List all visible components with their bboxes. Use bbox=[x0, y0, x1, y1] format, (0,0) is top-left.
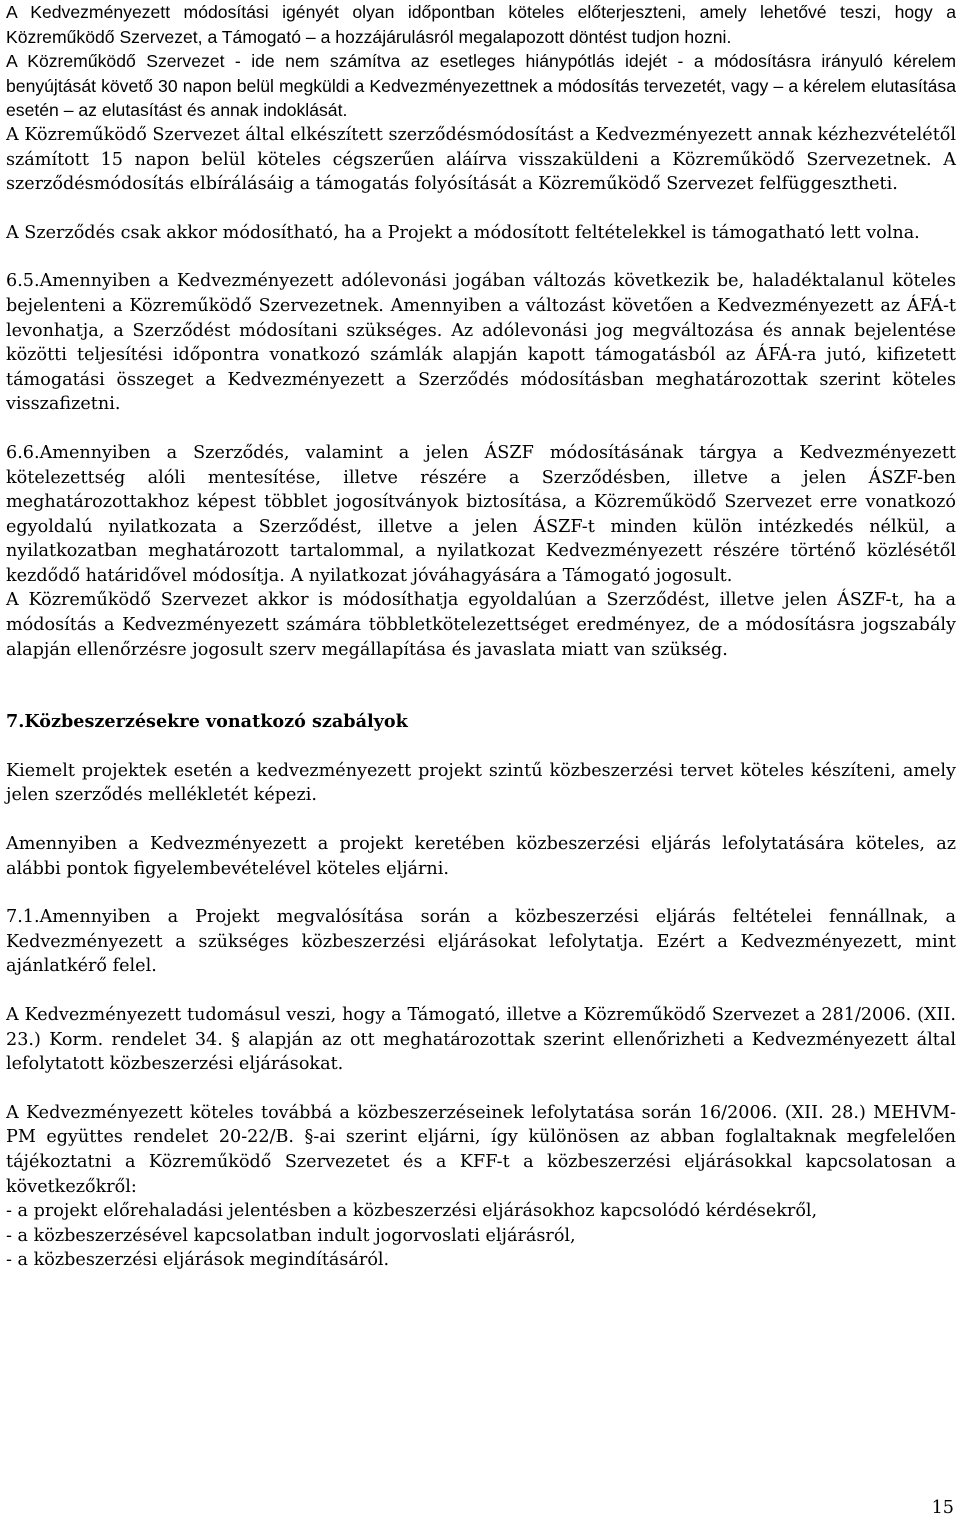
paragraph-contract-modifiable: A Szerződés csak akkor módosítható, ha a Projekt a módosított feltételekkel is támogatható lett volna. bbox=[6, 222, 920, 243]
document-page bbox=[6, 0, 956, 1273]
paragraph-6-6-unilateral-modification: 6.6.Amennyiben a Szerződés, valamint a jelen ÁSZF módosításának tárgya a Kedvezményezett kötelezettség alóli mentesítése, illetve részére a Szerződésben, illetve a jelen ÁSZF-ben meghatározottakhoz képest többlet jogosítványok biztosítása, a Közreműködő Szervezet erre vonatkozó egyoldalú nyilatkozata a Szerződést, illetve a jelen ÁSZF-t minden külön intézkedés nélkül, a nyilatkozatban meghatározott tartalommal, a nyilatkozat Kedvezményezett részére történő közlésétől kezdődő határidővel módosítja. A nyilatkozat jóváhagyására a Támogató jogosult. bbox=[6, 442, 956, 586]
paragraph-intermediate-body-response: A Közreműködő Szervezet - ide nem számítva az esetleges hiánypótlás idejét - a módosításra irányuló kérelem benyújtását követő 30 napon belül megküldi a Kedvezményezettnek a módosítás tervezetét, vagy – a kérelem elutasítása esetén – az elutasítást és annak indoklását. bbox=[6, 51, 956, 121]
spacer bbox=[6, 417, 956, 441]
section-heading-7: 7.Közbeszerzésekre vonatkozó szabályok bbox=[6, 711, 408, 733]
paragraph-7-1-procurement-procedures: 7.1.Amennyiben a Projekt megvalósítása során a közbeszerzési eljárás feltételei fennállnak, a Kedvezményezett a szükséges közbeszerzési eljárásokat lefolytatja. Ezért a Kedvezményezett, mint ajánlatkérő felel. bbox=[6, 907, 956, 977]
paragraph-procurement-plan: Kiemelt projektek esetén a kedvezményezett projekt szintű közbeszerzési tervet köteles készíteni, amely jelen szerződés mellékletét képezi. bbox=[6, 760, 956, 806]
list-item: - a közbeszerzésével kapcsolatban indult jogorvoslati eljárásról, bbox=[6, 1225, 576, 1246]
page-number: 15 bbox=[931, 1498, 954, 1518]
paragraph-procurement-obligation: Amennyiben a Kedvezményezett a projekt keretében közbeszerzési eljárás lefolytatására köteles, az alábbi pontok figyelembevételével köteles eljárni. bbox=[6, 834, 956, 879]
paragraph-6-5-tax-deduction: 6.5.Amennyiben a Kedvezményezett adólevonási jogában változás következik be, haladéktalanul köteles bejelenteni a Közreműködő Szervezetnek. Amennyiben a változást követően a Kedvezményezett az ÁFÁ-t levonhatja, a Szerződést módosítani szükséges. Az adólevonási jog megváltozása és annak bejelentése közötti teljesítési időpontra vonatkozó számlák alapján kapott támogatásból az ÁFÁ-ra jutó, kifizetett támogatási összeget a Kedvezményezett a Szerződés módosításban meghatározottak szerint köteles visszafizetni. bbox=[6, 271, 956, 415]
spacer bbox=[6, 881, 956, 905]
paragraph-procurement-reporting: A Kedvezményezett köteles továbbá a közbeszerzéseinek lefolytatása során 16/2006. (XII. 28.) MEHVM-PM együttes rendelet 20-22/B. §-ai szerint eljárni, így különösen az abban foglaltaknak megfelelően tájékoztatni a Közreműködő Szervezetet és a KFF-t a közbeszerzési eljárásokkal kapcsolatosan a következőkről: bbox=[6, 1102, 956, 1197]
paragraph-unilateral-modification-obligation: A Közreműködő Szervezet akkor is módosíthatja egyoldalúan a Szerződést, illetve jelen ÁSZF-t, ha a módosítás a Kedvezményezett számára többletkötelezettséget eredményez, de a módosításra jogszabály alapján ellenőrzésre jogosult szerv megállapítása és javaslata miatt van szükség. bbox=[6, 590, 956, 660]
spacer bbox=[6, 1077, 956, 1101]
list-item: - a projekt előrehaladási jelentésben a közbeszerzési eljárásokhoz kapcsolódó kérdésekről, bbox=[6, 1201, 818, 1222]
paragraph-contract-amendment-signature: A Közreműködő Szervezet által elkészített szerződésmódosítást a Kedvezményezett annak kézhezvételétől számított 15 napon belül köteles cégszerűen aláírva visszaküldeni a Közreműködő Szervezetnek. A szerződésmódosítás elbírálásáig a támogatás folyósítását a Közreműködő Szervezet felfüggesztheti. bbox=[6, 124, 956, 195]
spacer bbox=[6, 979, 956, 1003]
spacer bbox=[6, 686, 956, 710]
paragraph-modification-request: A Kedvezményezett módosítási igényét olyan időpontban köteles előterjeszteni, amely lehetővé teszi, hogy a Közreműködő Szervezet, a Támogató – a hozzájárulásról megalapozott döntést tudjon hozni. bbox=[6, 2, 956, 47]
spacer bbox=[6, 808, 956, 832]
spacer bbox=[6, 197, 956, 221]
spacer bbox=[6, 735, 956, 759]
list-item: - a közbeszerzési eljárások megindításáról. bbox=[6, 1250, 390, 1271]
paragraph-procurement-control: A Kedvezményezett tudomásul veszi, hogy a Támogató, illetve a Közreműködő Szervezet a 281/2006. (XII. 23.) Korm. rendelet 34. § alapján az ott meghatározottak szerint ellenőrizheti a Kedvezményezett által lefolytatott közbeszerzési eljárásokat. bbox=[6, 1005, 956, 1075]
spacer bbox=[6, 245, 956, 269]
spacer bbox=[6, 662, 956, 686]
